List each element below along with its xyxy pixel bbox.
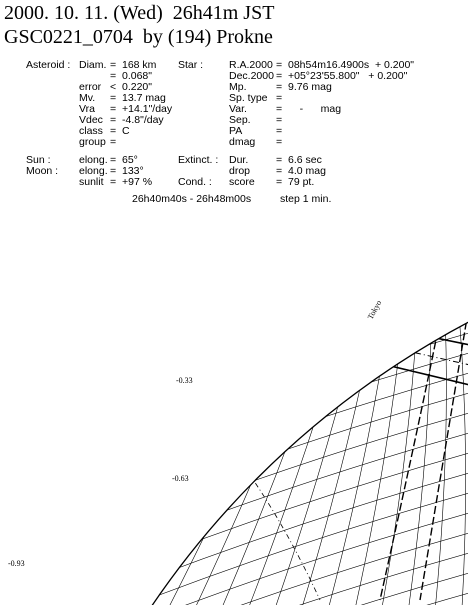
longitude-lines <box>40 230 468 605</box>
parallel <box>120 350 468 470</box>
star-label: PA <box>229 125 243 137</box>
parallel <box>120 310 468 430</box>
meridian <box>124 230 330 605</box>
sun-elong-value: 65° <box>122 154 138 166</box>
parallel <box>120 230 468 350</box>
time-range: 26h40m40s - 26h48m00s <box>132 193 252 205</box>
meridian <box>404 230 431 605</box>
star-eq: = <box>276 70 283 82</box>
asteroid-label: Vdec <box>79 114 103 126</box>
star-value: 08h54m16.4900s + 0.200" <box>288 59 415 71</box>
parallel <box>120 330 468 450</box>
star-heading: Star : <box>178 59 204 71</box>
asteroid-label: error <box>79 81 102 93</box>
asteroid-label: group <box>79 136 106 148</box>
meridian <box>96 230 320 605</box>
asteroid-value: +14.1"/day <box>122 103 173 115</box>
path-tick-label: -0.93 <box>8 559 25 568</box>
sun-elong-label: elong. <box>79 154 108 166</box>
sun-elong-eq: = <box>110 154 117 166</box>
duration-eq: = <box>276 154 283 166</box>
occultation-path-lines <box>180 300 468 600</box>
meridian <box>152 230 340 605</box>
meridian <box>40 230 300 605</box>
drop-label: drop <box>229 165 251 177</box>
asteroid-eq: = <box>110 125 117 137</box>
score-eq: = <box>276 176 283 188</box>
meridian <box>264 230 380 605</box>
drop-value: 4.0 mag <box>288 165 326 177</box>
meridian <box>68 230 310 605</box>
island-shape <box>345 262 372 282</box>
star-value: +05°23'55.800" + 0.200" <box>288 70 408 82</box>
event-date-time-title: 2000. 10. 11. (Wed) 26h41m JST <box>4 2 275 24</box>
path-north-limit <box>250 300 468 345</box>
asteroid-value: 13.7 mag <box>122 92 166 104</box>
station-label: Tokyo <box>365 298 384 321</box>
parallel <box>120 430 468 550</box>
meridian <box>376 230 420 605</box>
asteroid-label: class <box>79 125 103 137</box>
moon-sunlit-eq: = <box>110 176 117 188</box>
star-label: Dec.2000 <box>229 70 274 82</box>
error-line <box>180 390 320 600</box>
event-star-asteroid-title: GSC0221_0704 by (194) Prokne <box>4 26 273 48</box>
asteroid-label: Mv. <box>79 92 96 104</box>
asteroid-value: -4.8"/day <box>122 114 164 126</box>
parallel <box>120 570 468 605</box>
path-tick-label: -0.63 <box>172 474 189 483</box>
asteroid-heading: Asteroid : <box>26 59 71 71</box>
conditions-heading: Cond. : <box>178 176 212 188</box>
time-step: step 1 min. <box>280 193 332 205</box>
coastline <box>200 262 372 470</box>
parallel <box>120 510 468 605</box>
asteroid-eq: = <box>110 136 117 148</box>
star-eq: = <box>276 103 283 115</box>
path-tick-label: -0.33 <box>176 376 193 385</box>
asteroid-value: 0.220" <box>122 81 153 93</box>
score-label: score <box>229 176 255 188</box>
meridian <box>432 230 446 605</box>
parallel <box>120 410 468 530</box>
moon-sunlit-value: +97 % <box>122 176 153 188</box>
moon-sunlit-label: sunlit <box>79 176 104 188</box>
asteroid-eq: = <box>110 59 117 71</box>
star-eq: = <box>276 92 283 104</box>
asteroid-value: C <box>122 125 130 137</box>
star-value: - mag <box>288 103 342 115</box>
meridian <box>460 230 468 605</box>
asteroid-eq: = <box>110 70 117 82</box>
asteroid-value: 0.068" <box>122 70 153 82</box>
star-label: Sep. <box>229 114 251 126</box>
asteroid-eq: = <box>110 114 117 126</box>
parallel <box>120 470 468 590</box>
star-label: R.A.2000 <box>229 59 273 71</box>
asteroid-eq: < <box>110 81 117 93</box>
star-value: 9.76 mag <box>288 81 332 93</box>
time-line <box>380 320 440 600</box>
parallel <box>120 370 468 490</box>
coastline-shape <box>200 290 362 470</box>
parallel <box>120 210 468 330</box>
asteroid-eq: = <box>110 92 117 104</box>
score-value: 79 pt. <box>288 176 315 188</box>
meridian <box>320 230 400 605</box>
duration-value: 6.6 sec <box>288 154 322 166</box>
path-south-limit <box>240 330 468 385</box>
graticule-grid <box>40 210 468 605</box>
star-label: Sp. type <box>229 92 268 104</box>
parallel <box>120 290 468 410</box>
sun-heading: Sun : <box>26 154 51 166</box>
asteroid-eq: = <box>110 103 117 115</box>
parallel <box>120 590 468 605</box>
asteroid-value: 168 km <box>122 59 157 71</box>
meridian <box>348 230 410 605</box>
latitude-lines <box>120 210 468 605</box>
star-eq: = <box>276 59 283 71</box>
meridian <box>292 230 390 605</box>
asteroid-label: Diam. <box>79 59 107 71</box>
moon-elong-value: 133° <box>122 165 144 177</box>
star-eq: = <box>276 114 283 126</box>
globe-limb <box>0 220 468 605</box>
moon-heading: Moon : <box>26 165 59 177</box>
moon-elong-eq: = <box>110 165 117 177</box>
island-shape <box>205 410 235 428</box>
star-eq: = <box>276 81 283 93</box>
star-eq: = <box>276 125 283 137</box>
star-label: Var. <box>229 103 247 115</box>
duration-label: Dur. <box>229 154 249 166</box>
moon-elong-label: elong. <box>79 165 108 177</box>
star-label: Mp. <box>229 81 247 93</box>
star-label: dmag <box>229 136 256 148</box>
asteroid-label: Vra <box>79 103 95 115</box>
parallel <box>120 390 468 510</box>
extinction-heading: Extinct. : <box>178 154 219 166</box>
star-eq: = <box>276 136 283 148</box>
drop-eq: = <box>276 165 283 177</box>
parallel <box>120 530 468 605</box>
